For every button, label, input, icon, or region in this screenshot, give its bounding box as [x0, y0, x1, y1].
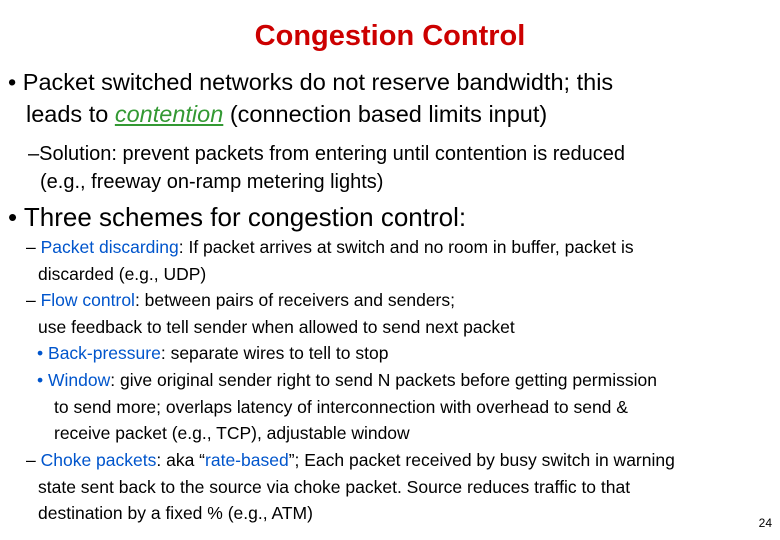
bullet-schemes: • Three schemes for congestion control: — [8, 202, 467, 232]
bullet-marker: • — [8, 202, 18, 232]
term-window: Window — [48, 370, 111, 390]
term-packet-discarding: Packet discarding — [40, 237, 179, 257]
sub-solution: –Solution: prevent packets from entering until contention is reduced (e.g., freeway on-ramp metering lights) — [28, 143, 626, 193]
term-contention: contention — [114, 101, 224, 127]
scheme-choke-packets: – Choke packets: aka “rate-based”; Each packet received by busy switch in warning state sent back to the source via choke packet. Source reduces traffic to that destination by a fixed % (e.g., ATM) — [26, 450, 675, 523]
bullet-marker: • — [8, 69, 17, 95]
slide-title: Congestion Control — [254, 20, 526, 52]
flow-window: • Window: give original sender right to send N packets before getting permission to send more; overlaps latency of interconnection with overhead to send & receive packet (e.g., TCP), adjustable window — [37, 370, 657, 443]
page-number: 24 — [758, 516, 772, 530]
term-choke-packets: Choke packets — [40, 450, 157, 470]
bullet-bandwidth: • Packet switched networks do not reserve bandwidth; this leads to contention (connection based limits input) — [8, 69, 614, 127]
bullet-text: Packet switched networks do not reserve bandwidth; this — [22, 69, 614, 95]
term-rate-based: rate-based — [205, 450, 289, 470]
scheme-flow-control: – Flow control: between pairs of receivers and senders; use feedback to tell sender when allowed to send next packet — [26, 290, 515, 337]
dash-marker: – — [28, 143, 40, 165]
flow-back-pressure: • Back-pressure: separate wires to tell to stop — [37, 343, 389, 363]
term-flow-control: Flow control — [40, 290, 135, 310]
scheme-packet-discarding: – Packet discarding: If packet arrives at switch and no room in buffer, packet is discarded (e.g., UDP) — [26, 237, 634, 284]
term-back-pressure: Back-pressure — [48, 343, 161, 363]
